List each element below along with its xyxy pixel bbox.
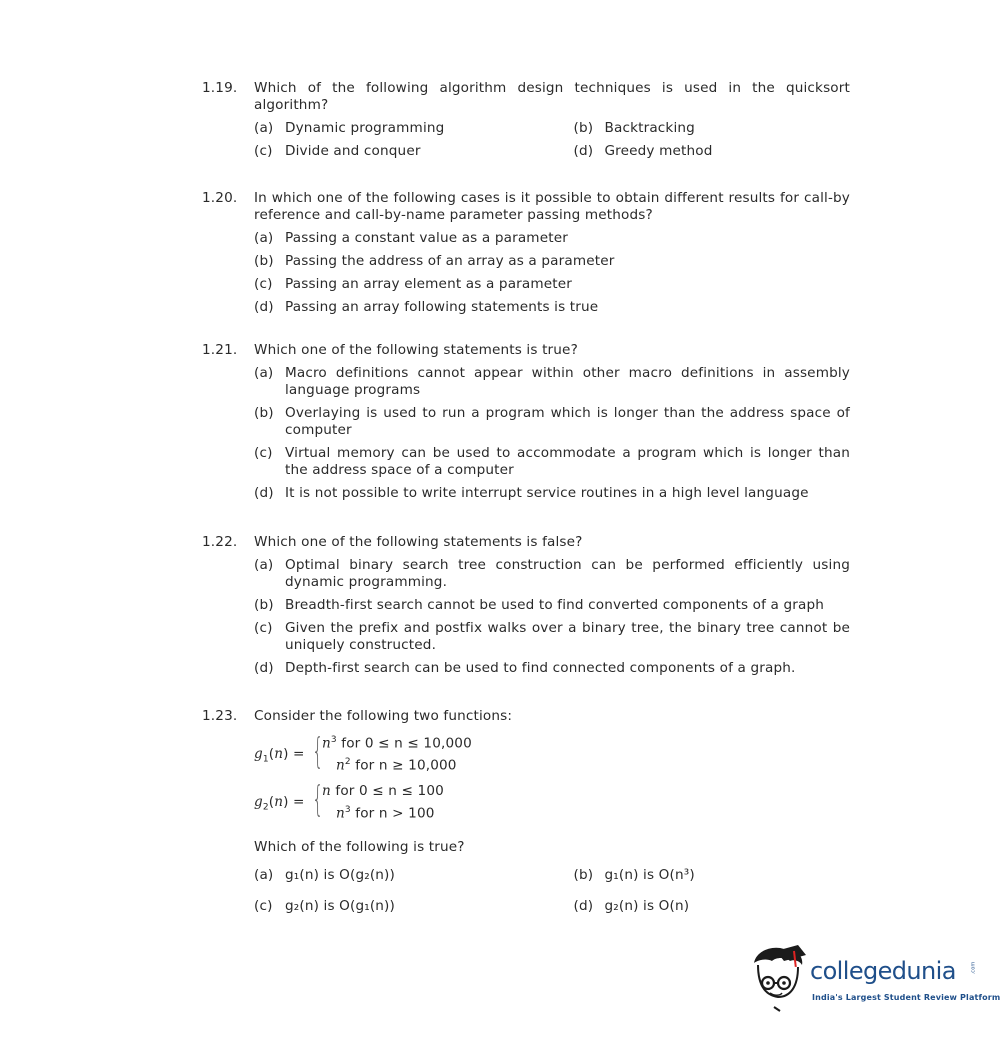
option-b: (b) Breadth-first search cannot be used to find converted components of a graph: [254, 597, 825, 613]
brand-name: collegedunia: [810, 957, 956, 985]
option-b: (b) Overlaying is used to run a program which is longer than the address space of computer: [254, 405, 850, 438]
option-c: (c) Passing an array element as a parameter: [254, 276, 573, 292]
question-number: 1.19.: [202, 80, 238, 96]
option-a: (a) Macro definitions cannot appear within other macro definitions in assembly language programs: [254, 365, 850, 398]
option-a: (a) g₁(n) is O(g₂(n)): [254, 867, 395, 883]
question-text: Which one of the following statements is false?: [254, 534, 583, 550]
option-d: (d) Depth-first search can be used to find connected components of a graph.: [254, 660, 796, 676]
option-a: (a) Passing a constant value as a parameter: [254, 230, 568, 246]
question-number: 1.22.: [202, 534, 238, 550]
option-b: (b) Backtracking: [573, 120, 695, 136]
option-a: (a) Dynamic programming: [254, 120, 445, 136]
collegedunia-logo: [750, 943, 1001, 1015]
function-g2-definition: $g_2(n)$ = { n for 0 ≤ n ≤ 100 $n^3$ for n > 100: [254, 779, 444, 822]
option-c: (c) Given the prefix and postfix walks over a binary tree, the binary tree cannot be uniquely constructed.: [254, 620, 850, 653]
option-c: (c) Virtual memory can be used to accommodate a program which is longer than the address space of a computer: [254, 445, 850, 478]
option-d: (d) g₂(n) is O(n): [573, 898, 690, 914]
question-1-20: [202, 190, 850, 316]
function-g1-definition: $g_1(n)$ = { $n^3$ for 0 ≤ n ≤ 10,000 $n^2$ for n ≥ 10,000: [254, 731, 472, 774]
question-number: 1.20.: [202, 190, 238, 206]
question-text: Which of the following algorithm design techniques is used in the quicksort algorithm?: [254, 80, 850, 113]
mascot-icon: [750, 943, 810, 1015]
brand-suffix: .com: [970, 961, 977, 975]
question-1-21: [202, 342, 850, 502]
option-d: (d) It is not possible to write interrupt service routines in a high level language: [254, 485, 809, 501]
option-d: (d) Greedy method: [573, 143, 713, 159]
question-number: 1.21.: [202, 342, 238, 358]
option-b: (b) Passing the address of an array as a parameter: [254, 253, 615, 269]
question-text: Which one of the following statements is true?: [254, 342, 578, 358]
brand-tagline: India's Largest Student Review Platform: [812, 993, 1001, 1002]
option-c: (c) Divide and conquer: [254, 143, 421, 159]
question-number: 1.23.: [202, 708, 238, 724]
option-b: (b) g₁(n) is O(n³): [573, 867, 695, 883]
option-d: (d) Passing an array following statements is true: [254, 299, 599, 315]
question-prompt: Which of the following is true?: [254, 839, 465, 855]
option-a: (a) Optimal binary search tree construction can be performed efficiently using dynamic programming.: [254, 557, 850, 590]
question-1-22: [202, 534, 850, 677]
option-c: (c) g₂(n) is O(g₁(n)): [254, 898, 395, 914]
question-1-19: [202, 80, 850, 160]
question-1-23: [202, 708, 850, 915]
question-text: In which one of the following cases is it possible to obtain different results for call-by reference and call-by-name parameter passing methods?: [254, 190, 850, 223]
question-text: Consider the following two functions:: [254, 708, 513, 724]
